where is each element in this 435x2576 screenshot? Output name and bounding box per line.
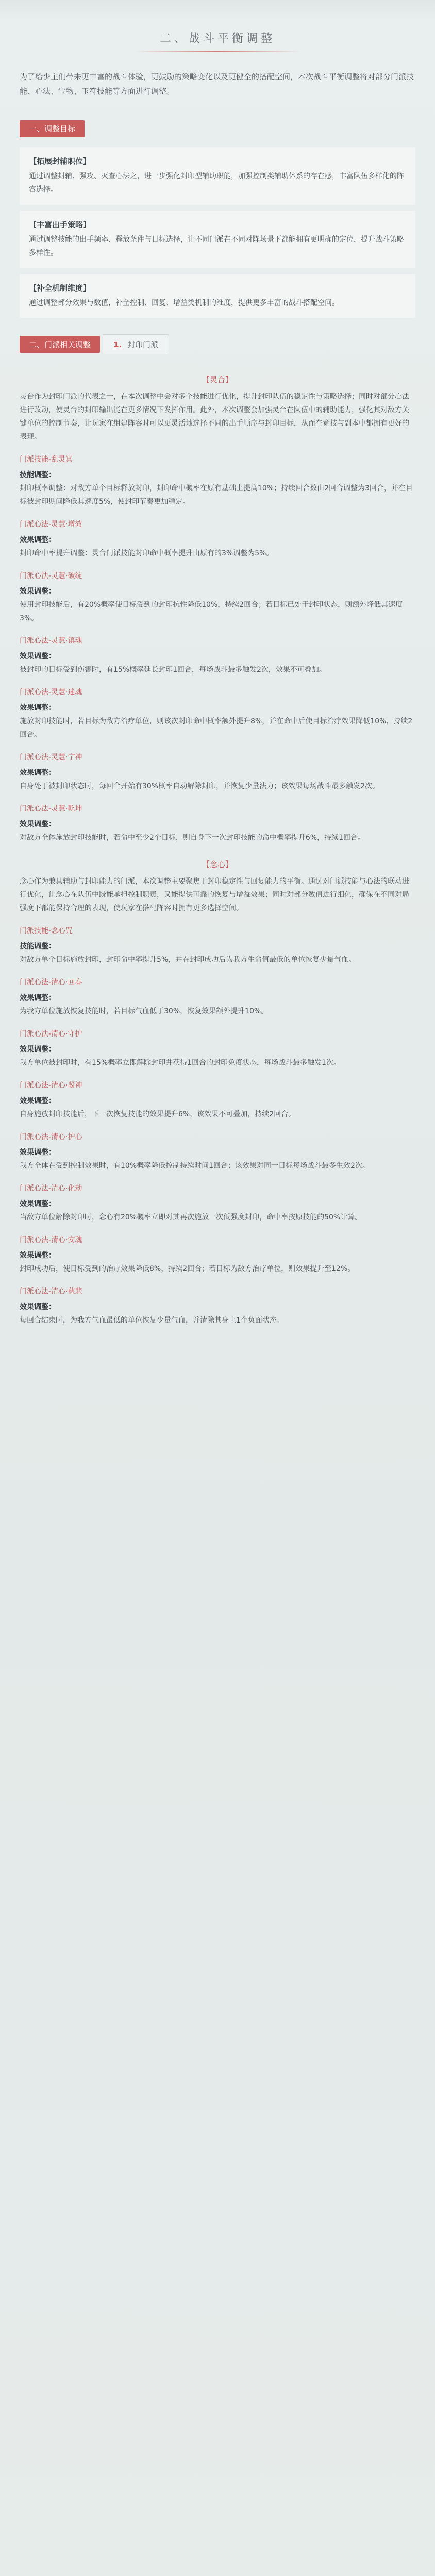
- skill-mod-label: 效果调整：: [20, 994, 56, 1002]
- skill-mod-label: 效果调整：: [20, 704, 56, 712]
- skill-mod-label: 效果调整：: [20, 820, 56, 828]
- skill-mod-text: 自身处于被封印状态时，每回合开始有30%概率自动解除封印，并恢复少量法力；该效果每场战斗最多触发2次。: [20, 782, 380, 790]
- skill-mod-label: 技能调整：: [20, 471, 56, 479]
- skill-name: 门派心法-灵慧·镇魂: [20, 637, 82, 645]
- skill-name: 门派心法-灵慧·宁神: [20, 753, 82, 761]
- skill-name: 门派心法-灵慧·破绽: [20, 572, 82, 580]
- skill-mod-text: 自身施放封印技能后，下一次恢复技能的效果提升6%，该效果不可叠加，持续2回合。: [20, 1110, 296, 1118]
- page-title: 二、战斗平衡调整: [159, 32, 275, 45]
- skill-name: 门派心法-清心·守护: [20, 1030, 82, 1038]
- skill-item: [20, 570, 415, 625]
- skill-mod-label: 效果调整：: [20, 1097, 56, 1105]
- skill-item: [20, 1286, 415, 1327]
- sect-tag: [103, 334, 169, 354]
- skill-mod-text: 当敌方单位解除封印时，念心有20%概率立即对其再次施放一次低强度封印，命中率按原技能的50%计算。: [20, 1213, 362, 1222]
- sect-tag-number: 1.: [113, 340, 122, 349]
- skill-mod-label: 效果调整：: [20, 769, 56, 777]
- skill-name: 门派心法-清心·护心: [20, 1133, 82, 1141]
- skill-item: [20, 803, 415, 844]
- skill-mod-label: 效果调整：: [20, 1200, 56, 1208]
- skill-mod-text: 为我方单位施放恢复技能时，若目标气血低于30%，恢复效果额外提升10%。: [20, 1007, 269, 1015]
- skill-mod-text: 每回合结束时，为我方气血最低的单位恢复少量气血，并清除其身上1个负面状态。: [20, 1316, 284, 1325]
- category-intro: 灵台作为封印门派的代表之一，在本次调整中会对多个技能进行优化，提升封印队伍的稳定性与策略选择；同时对部分心法进行改动，使灵台的封印输出能在更多情况下发挥作用。此外，本次调整会加强灵台在队伍中的辅助能力，强化其对敌方关键单位的控制节奏，让玩家在组建阵容时可以更灵活地选择不同的出手顺序与封印目标，从而在竞技与副本中都拥有更好的表现。: [20, 393, 409, 441]
- section1-item-head: 【丰富出手策略】: [29, 220, 91, 229]
- skill-name: 门派技能-念心咒: [20, 927, 73, 935]
- skill-name: 门派心法-清心·安魂: [20, 1236, 82, 1244]
- category-title: 【灵台】: [202, 375, 233, 384]
- skill-mod-text: 施放封印技能时，若目标为敌方治疗单位，则该次封印命中概率额外提升8%，并在命中后使目标治疗效果降低10%，持续2回合。: [20, 717, 413, 739]
- section1-item-text: 通过调整部分效果与数值，补全控制、回复、增益类机制的维度，提供更多丰富的战斗搭配空间。: [29, 299, 339, 307]
- section1-item-head: 【拓展封辅职位】: [29, 157, 91, 166]
- skill-item: [20, 687, 415, 741]
- decorative-top-band: [0, 0, 435, 21]
- section1-item-text: 通过调整技能的出手频率、释放条件与目标选择，让不同门派在不同对阵场景下都能拥有更明确的定位，提升战斗策略多样性。: [29, 235, 404, 257]
- content: [0, 52, 435, 1327]
- skill-item: [20, 1131, 415, 1173]
- section1-item: [20, 211, 415, 268]
- skill-item: [20, 1234, 415, 1276]
- skill-item: [20, 1183, 415, 1224]
- skill-mod-label: 效果调整：: [20, 1045, 56, 1054]
- skill-mod-label: 效果调整：: [20, 536, 56, 544]
- skill-mod-text: 封印成功后，使目标受到的治疗效果降低8%，持续2回合；若目标为敌方治疗单位，则效果提升至12%。: [20, 1265, 355, 1273]
- skill-mod-label: 技能调整：: [20, 942, 56, 951]
- skill-mod-text: 封印命中率提升调整：灵台门派技能封印命中概率提升由原有的3%调整为5%。: [20, 549, 274, 557]
- section2-title: 二、门派相关调整: [20, 336, 100, 353]
- skill-name: 门派心法-清心·回春: [20, 978, 82, 987]
- section1-item: [20, 147, 415, 205]
- skill-name: 门派心法-灵慧·迷魂: [20, 688, 82, 697]
- skill-item: [20, 519, 415, 560]
- section1-item-text: 通过调整封辅、强攻、灭查心法之，进一步强化封印型辅助职能，加强控制类辅助体系的存在感，丰富队伍多样化的阵容选择。: [29, 172, 404, 194]
- skill-name: 门派心法-清心·凝神: [20, 1081, 82, 1090]
- skill-mod-text: 封印概率调整：对敌方单个目标释放封印，封印命中概率在原有基础上提高10%；持续回合数由2回合调整为3回合，并在目标被封印期间降低其速度5%，使封印节奏更加稳定。: [20, 484, 413, 506]
- category-intro: 念心作为兼具辅助与封印能力的门派，本次调整主要聚焦于封印稳定性与回复能力的平衡。通过对门派技能与心法的联动进行优化，让念心在队伍中既能承担控制职责，又能提供可靠的恢复与增益效果；同时对部分数值进行细化，确保在不同对局强度下都能保持合理的表现，使玩家在搭配阵容时拥有更多选择空间。: [20, 877, 409, 912]
- section1-item: [20, 274, 415, 318]
- sect-tag-label: 封印门派: [127, 340, 159, 349]
- section1-title: 一、调整目标: [20, 120, 85, 137]
- skill-item: [20, 925, 415, 967]
- skill-item: [20, 752, 415, 793]
- skill-mod-text: 对敌方全体施放封印技能时，若命中至少2个目标，则自身下一次封印技能的命中概率提升6%，持续1回合。: [20, 834, 365, 842]
- skill-item: [20, 1080, 415, 1121]
- skill-item: [20, 635, 415, 676]
- skill-mod-label: 效果调整：: [20, 1303, 56, 1311]
- category-title: 【念心】: [202, 860, 233, 869]
- intro-paragraph: 为了给少主们带来更丰富的战斗体验，更鼓励的策略变化以及更健全的搭配空间，本次战斗平衡调整将对部分门派技能、心法、宝物、玉符技能等方面进行调整。: [20, 72, 414, 96]
- skill-name: 门派心法-灵慧·乾坤: [20, 805, 82, 813]
- skill-name: 门派心法-清心·慈悲: [20, 1287, 82, 1296]
- skill-item: [20, 1028, 415, 1070]
- skill-mod-text: 我方单位被封印时，有15%概率立即解除封印并获得1回合的封印免疫状态，每场战斗最多触发1次。: [20, 1059, 341, 1067]
- skill-mod-text: 被封印的目标受到伤害时，有15%概率延长封印1回合，每场战斗最多触发2次，效果不可叠加。: [20, 666, 326, 674]
- section1-item-head: 【补全机制维度】: [29, 283, 91, 293]
- skill-mod-text: 对敌方单个目标施放封印，封印命中率提升5%，并在封印成功后为我方生命值最低的单位恢复少量气血。: [20, 956, 356, 964]
- skill-mod-text: 使用封印技能后，有20%概率使目标受到的封印抗性降低10%，持续2回合；若目标已处于封印状态，则额外降低其速度3%。: [20, 601, 403, 622]
- skill-item: [20, 977, 415, 1018]
- skill-mod-label: 效果调整：: [20, 1148, 56, 1157]
- skill-name: 门派心法-清心·化劫: [20, 1184, 82, 1193]
- skill-mod-label: 效果调整：: [20, 1251, 56, 1260]
- skill-name: 门派技能-乱灵冥: [20, 455, 73, 464]
- skill-name: 门派心法-灵慧·增效: [20, 520, 82, 529]
- skill-item: [20, 454, 415, 509]
- skill-mod-label: 效果调整：: [20, 652, 56, 660]
- skill-mod-label: 效果调整：: [20, 587, 56, 596]
- skill-mod-text: 我方全体在受到控制效果时，有10%概率降低控制持续时间1回合；该效果对同一目标每场战斗最多生效2次。: [20, 1162, 370, 1170]
